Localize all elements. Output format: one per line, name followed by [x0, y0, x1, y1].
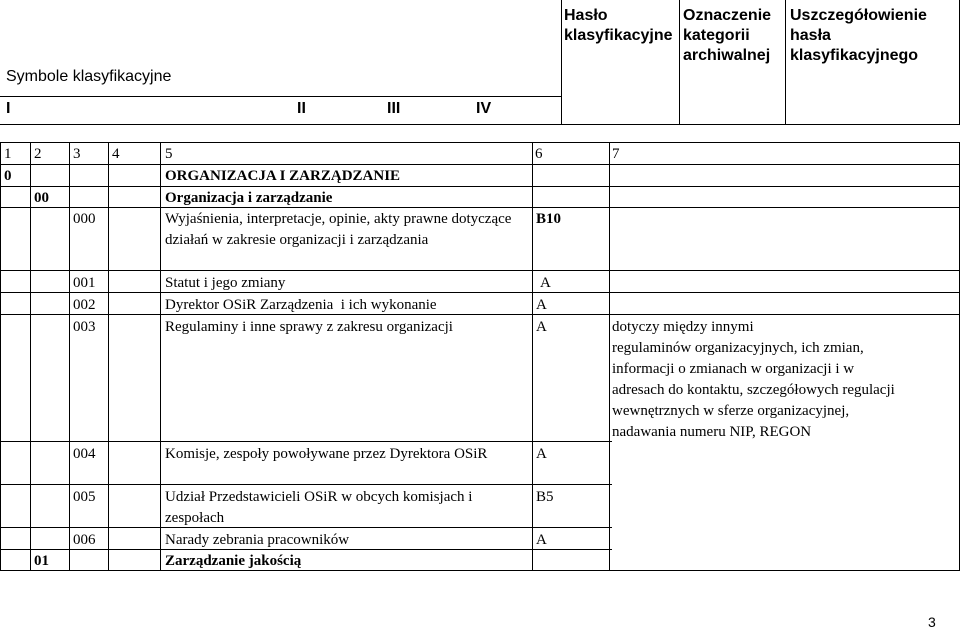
col-number-6: 6 [535, 146, 543, 162]
row-name: Komisje, zespoły powoływane przez Dyrektora OSiR [165, 446, 488, 462]
row-symbol: 006 [73, 532, 96, 548]
table-rule [0, 314, 960, 315]
row-name: Dyrektor OSiR Zarządzenia i ich wykonanie [165, 297, 437, 313]
table-rule [0, 207, 960, 208]
table-rule [0, 270, 960, 271]
col-szczegoly-header: Uszczegółowienie hasła klasyfikacyjnego [790, 7, 927, 64]
table-rule [0, 484, 612, 485]
row-category: B5 [536, 489, 554, 505]
row-symbol: 01 [34, 553, 49, 569]
row-symbol: 003 [73, 319, 96, 335]
header-divider [561, 0, 562, 125]
col-number-3: 3 [73, 146, 81, 162]
col-number-5: 5 [165, 146, 173, 162]
row-category: B10 [536, 211, 562, 227]
level-iii: III [387, 100, 401, 117]
table-divider [108, 142, 109, 571]
level-i: I [6, 100, 11, 117]
row-symbol: 001 [73, 275, 96, 291]
table-divider [30, 142, 31, 571]
row-name: Udział Przedstawicieli OSiR w obcych komisjach i zespołach [165, 489, 473, 526]
row-symbol: 00 [34, 190, 49, 206]
table-rule [0, 292, 960, 293]
row-symbol: 004 [73, 446, 96, 462]
row-category: A [536, 319, 547, 335]
table-rule [0, 142, 960, 143]
row-name: Organizacja i zarządzanie [165, 190, 333, 206]
table-divider [0, 142, 1, 571]
col-kategoria-header: Oznaczenie kategorii archiwalnej [683, 7, 772, 64]
col-number-7: 7 [612, 146, 620, 162]
table-divider [609, 142, 610, 571]
header-divider [785, 0, 786, 125]
row-category: A [536, 297, 547, 313]
level-iv: IV [476, 100, 492, 117]
table-rule [0, 186, 960, 187]
table-divider [160, 142, 161, 571]
row-category: A [536, 532, 547, 548]
col-number-2: 2 [34, 146, 42, 162]
row-name: Narady zebrania pracowników [165, 532, 350, 548]
row-name: ORGANIZACJA I ZARZĄDZANIE [165, 168, 401, 184]
row-symbol: 0 [4, 168, 12, 184]
row-symbol: 000 [73, 211, 96, 227]
table-divider [532, 142, 533, 571]
col-haslo-header: Hasło klasyfikacyjne [564, 7, 673, 44]
row-symbol: 005 [73, 489, 96, 505]
row-symbol: 002 [73, 297, 96, 313]
table-rule [0, 527, 612, 528]
col-number-1: 1 [4, 146, 12, 162]
page-number: 3 [928, 614, 936, 630]
table-rule [0, 549, 612, 550]
symbols-title: Symbole klasyfikacyjne [6, 68, 172, 85]
header-rule [0, 96, 562, 97]
table-divider [69, 142, 70, 571]
row-note: dotyczy między innymi regulaminów organizacyjnych, ich zmian, informacji o zmianach w organizacji i w adresach do kontaktu, szczegółowych regulacji wewnętrznych w sferze organizacyjnej, nadawania numeru NIP, REGON [612, 319, 895, 440]
header-rule [0, 124, 960, 125]
row-name: Regulaminy i inne sprawy z zakresu organizacji [165, 319, 453, 335]
table-rule [0, 164, 960, 165]
table-rule [0, 441, 612, 442]
row-category: A [540, 275, 551, 291]
level-ii: II [297, 100, 306, 117]
col-number-4: 4 [112, 146, 120, 162]
row-name: Zarządzanie jakością [165, 553, 302, 569]
row-name: Wyjaśnienia, interpretacje, opinie, akty prawne dotyczące działań w zakresie organizacji i zarządzania [165, 211, 512, 248]
row-category: A [536, 446, 547, 462]
header-divider [679, 0, 680, 125]
row-name: Statut i jego zmiany [165, 275, 286, 291]
table-rule [0, 570, 960, 571]
